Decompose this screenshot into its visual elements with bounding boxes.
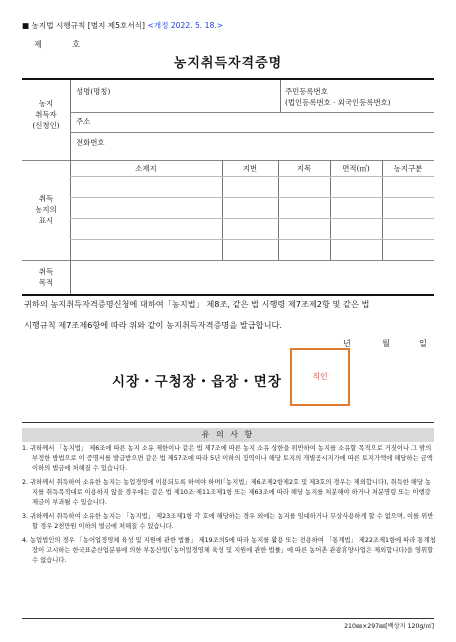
page-title: 농지취득자격증명 (173, 56, 283, 71)
table-top-border (22, 78, 434, 80)
body-text-line-2: 시행규칙 제7조제6항에 따라 위와 같이 농지취득자격증명을 발급합니다. (24, 320, 283, 330)
divider (70, 176, 434, 177)
date-day: 일 (419, 338, 427, 348)
name-field[interactable] (76, 98, 276, 110)
column-location: 소재지 (135, 164, 157, 173)
notice-divider (22, 422, 434, 423)
issuer-title: 시장・구청장・읍장・면장 (112, 374, 282, 390)
date-year: 년 (343, 338, 351, 348)
address-label: 주소 (76, 117, 91, 126)
divider (70, 197, 434, 198)
divider (70, 160, 71, 260)
form-ref-text: ■ 농지법 시행규칙 [별지 제5호서식] (22, 21, 145, 30)
divider (330, 160, 331, 260)
form-reference (22, 20, 223, 31)
column-area: 면적(㎡) (342, 164, 370, 173)
document-number-label: 제 호 (34, 40, 94, 49)
divider (70, 132, 434, 133)
seal-label: 직인 (312, 372, 328, 381)
divider (382, 160, 383, 260)
applicant-section-label: 농지 취득자 (신청인) (32, 99, 60, 130)
body-text-line-1: 귀하의 농지취득자격증명신청에 대하여「농지법」 제8조, 같은 법 시행령 제7조제2항 및 같은 법 (24, 299, 370, 309)
divider (222, 160, 223, 260)
date-month: 월 (382, 338, 390, 348)
divider (70, 260, 71, 294)
divider (70, 239, 434, 240)
divider (70, 218, 434, 219)
id-label: 주민등록번호 (285, 87, 328, 96)
divider (70, 112, 434, 113)
notice-item: 1. 귀하께서 「농지법」 제6조에 따른 농지 소유 제한이나 같은 법 제7조에 따른 농지 소유 상한을 위반하여 농지를 소유할 목적으로 거짓이나 그 밖의 부정한 방법으로 이 증명서를 발급받으면 같은 법 제57조에 따라 5년 이하의 징역이나 해당 토지의 개별공시지가에 따른 토지가액에 해당하는 금액 이하의 벌금에 처해질 수 있습니다. (22, 445, 433, 472)
column-land-category: 지목 (296, 164, 312, 173)
official-seal-box (290, 348, 350, 406)
divider (278, 160, 279, 260)
divider (70, 80, 71, 160)
notice-item: 2. 귀하께서 취득하여 소유한 농지는 농업경영에 이용되도록 하여야 하며(「농지법」제6조제2항제2호 및 제3호의 경우는 제외합니다), 취득한 해당 농지를 취득목적대로 이용하지 않을 경우에는 같은 법 제10조·제11조제1항 또는 제63조에 따라 해당 농지를 처분해야 하거나 처분명령 또는 이행강제금이 부과될 수 있습니다. (22, 479, 432, 506)
paper-spec: 210㎜×297㎜[백상지 120g/㎡] (344, 623, 434, 630)
id-label-sub: (법인등록번호 · 외국인등록번호) (285, 98, 391, 107)
column-farmland-type: 농지구분 (393, 164, 423, 173)
divider (280, 80, 281, 112)
phone-label: 전화번호 (76, 138, 105, 147)
purpose-label: 취득 목적 (38, 267, 54, 287)
farmland-section-label: 취득 농지의 표시 (35, 194, 57, 225)
name-label: 성명(명칭) (76, 87, 111, 96)
column-lot-number: 지번 (242, 164, 258, 173)
revision-date: <개정 2022. 5. 18.> (147, 21, 224, 30)
notice-title: 유 의 사 항 (22, 428, 434, 442)
notice-list (22, 444, 436, 570)
bottom-rule (22, 618, 434, 619)
divider (22, 160, 434, 161)
divider (22, 260, 434, 261)
notice-item: 4. 농업법인의 경우 「농어업경영체 육성 및 지원에 관한 법률」 제19조의5에 따라 농지를 활용 또는 전용하여 「통계법」 제22조제1항에 따라 통계청장이 고시하는 한국표준산업분류에 의한 부동산업(「농어업경영체 육성 및 지원에 관한 법률」에 따른 농어촌 관광휴양사업은 제외합니다)을 영위할 수 없습니다. (22, 537, 436, 564)
purpose-field[interactable] (76, 266, 430, 290)
notice-item: 3. 귀하께서 취득하여 소유한 농지는 「농지법」 제23조제1항 각 호에 해당하는 경우 외에는 농지를 임대하거나 무상사용하게 할 수 없으며, 이를 위반할 경우 2천만원 이하의 벌금에 처해질 수 있습니다. (22, 513, 434, 530)
